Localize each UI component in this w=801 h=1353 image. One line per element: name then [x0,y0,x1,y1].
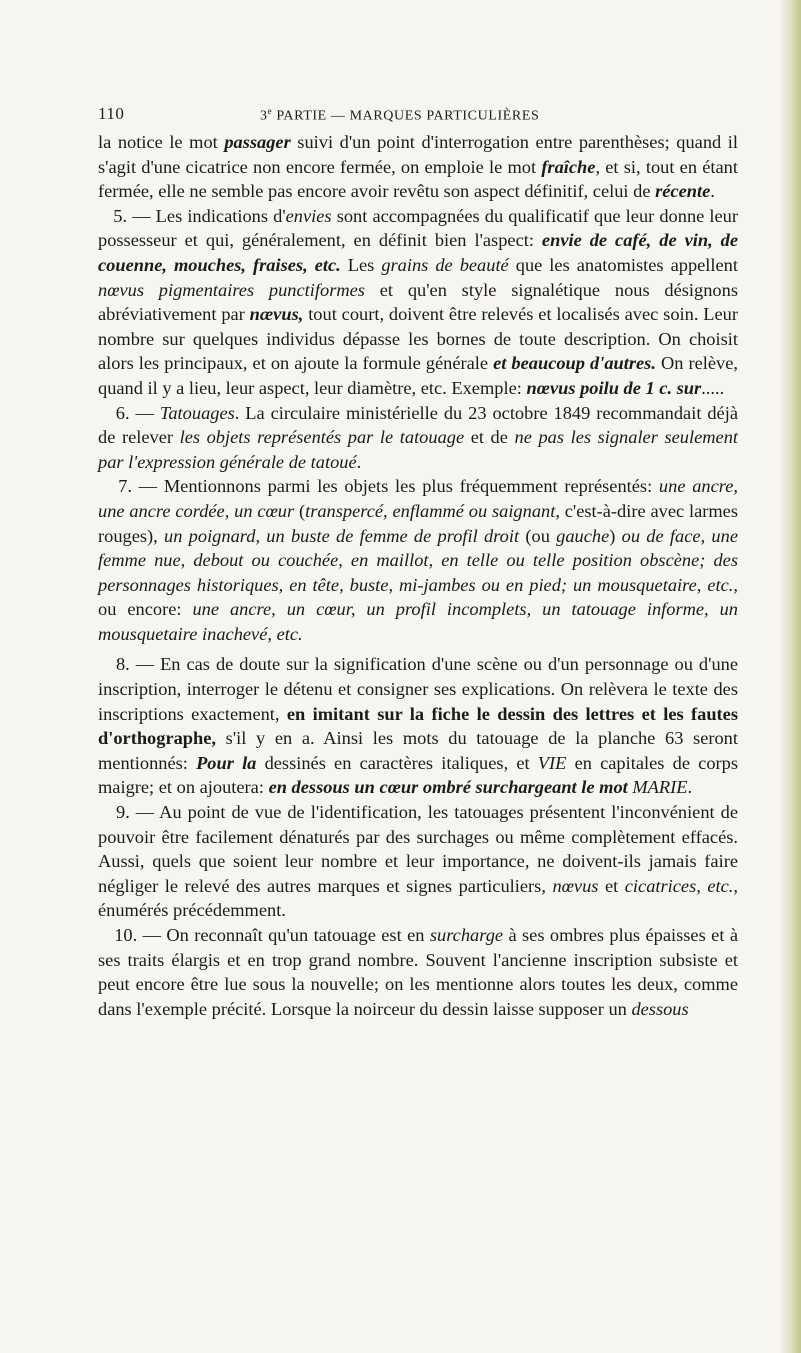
italic-term: les objets représentés par le tatouage [179,427,465,448]
bold-term: en imitant sur la fiche le dessin des lettres et les fautes d'orthographe, [98,703,738,749]
paragraph-10 [98,923,738,1021]
term: envie de café, de vin, de couenne, mouches, fraises, etc. [98,230,738,275]
running-head-part-number: 3 [260,108,268,124]
term: récente [655,181,711,202]
text: (ou [519,525,557,546]
text: tout court, doivent être relevés et localisés avec soin. Leur nombre sur quelques individus dépasse les bornes de toute description. On choisit alors les principaux, et on ajoute la formule générale [98,304,738,374]
term: fraîche [541,156,596,177]
text: 10. — On reconnaît qu'un tatouage est en [114,925,430,945]
italic-term: nœvus [552,875,599,896]
paragraph-5 [98,204,738,401]
text: . [356,451,362,472]
text: sont accompagnées du qualificatif que leur donne leur possesseur et qui, généralement, en définit bien l'aspect: [98,205,738,251]
text: ..... [701,377,725,398]
term: nœvus poilu de 1 c. sur [526,377,702,398]
paragraph-7 [98,474,738,646]
paragraph-9 [98,800,738,923]
paragraph-intro [98,130,738,204]
text: , ou encore: [98,574,738,620]
text: Les [340,254,382,275]
page-header [0,104,801,126]
text: 7. — Mentionnons parmi les objets les plus fréquemment représentés: [118,476,659,497]
text: 9. — Au point de vue de l'identification, les tatouages présentent l'inconvénient de pouvoir être facilement dénaturés par des surchages ou même complètement effacés. Aussi, quels que soient leur nombre et leur importance, ne doivent-ils jamais faire négliger le relevé des autres marques et signes particuliers, [98,802,738,896]
running-head [260,106,539,125]
italic-term: une ancre, un cœur, un profil incomplets, un tatouage informe, un mousquetaire inachevé, etc. [98,599,739,644]
italic-term: VIE [537,752,567,773]
italic-term: envies [285,205,332,226]
text: et qu'en style signalétique nous désignons abréviativement par [98,279,738,325]
italic-term: MARIE [632,777,688,798]
italic-term: surcharge [429,925,504,945]
term: passager [224,132,291,152]
italic-term: gauche [556,525,610,546]
running-head-title: PARTIE — MARQUES PARTICULIÈRES [272,108,540,124]
text: . La circulaire ministérielle du 23 octobre 1849 recommandait déjà de relever [98,402,738,448]
italic-term: etc. [707,574,734,595]
text: et [598,875,625,896]
italic-term: une ancre, une ancre cordée, un cœur [98,476,738,521]
italic-term: Tatouages [159,402,235,423]
text: 5. — Les indications d' [113,205,286,226]
italic-term: cicatrices, etc. [624,875,734,896]
italic-term: ou de face, une femme nue, debout ou couchée, en maillot, en telle ou telle position obscène; des personnages historiques, en tête, buste, mi-jambes ou en pied; un mousquetaire [98,525,738,595]
scan-edge-shadow [781,0,801,1353]
italic-term: un poignard, un buste de femme de profil droit [164,525,520,546]
body-text [98,130,738,1021]
page-number: 110 [98,104,125,123]
text: et de [464,427,515,448]
text: . [710,181,715,202]
running-head-superscript: e [267,106,273,116]
text: , [696,574,708,595]
term: et beaucoup d'autres. [493,353,656,374]
text: . [687,777,693,798]
text: en capitales de corps maigre; et on ajoutera: [98,752,738,798]
italic-term: ne pas les signaler seulement par l'expression générale de tatoué [98,427,738,472]
italic-term: grains de beauté [381,254,509,275]
text: que les anatomistes appellent [508,254,738,275]
italic-term: dessous [631,998,689,1019]
paragraph-6 [98,401,738,475]
italic-term: nœvus pigmentaires punctiformes [98,279,365,300]
text: 8. — En cas de doute sur la signification d'une scène ou d'un personnage ou d'une inscription, interroger le détenu et consigner ses explications. On relèvera le texte des inscriptions exactement, [98,654,738,724]
term: nævus, [249,304,304,325]
paragraph-8 [98,652,738,800]
text: s'il y en a. Ainsi les mots du tatouage de la planche 63 seront mentionnés: [98,728,738,773]
text: ) [609,525,622,546]
text: ( [294,500,306,521]
italic-term: transpercé, enflammé ou saignant [305,500,556,521]
text: , et si, tout en étant fermée, elle ne semble pas encore avoir revêtu son aspect définitif, celui de [98,156,738,202]
term: en dessous un cœur ombré surchargeant le mot [268,777,628,798]
text: 6. — [115,402,160,423]
text: dessinés en caractères italiques, et [256,752,538,773]
term: Pour la [196,752,257,773]
text: suivi d'un point d'interrogation entre parenthèses; quand il s'agit d'une cicatrice non encore fermée, on emploie le mot [98,132,738,177]
text: , énumérés précédemment. [98,875,739,921]
text: la notice le mot [98,132,225,152]
text: On relève, quand il y a lieu, leur aspect, leur diamètre, etc. Exemple: [98,353,738,398]
text: à ses ombres plus épaisses et à ses traits élargis et en trop grand nombre. Souvent l'ancienne inscription subsiste et peut encore être lue sous la nouvelle; on les mentionne alors toutes les deux, comme dans l'exemple précité. Lorsque la noirceur du dessin laisse supposer un [98,925,738,1019]
text: , c'est-à-dire avec larmes rouges), [98,500,738,546]
